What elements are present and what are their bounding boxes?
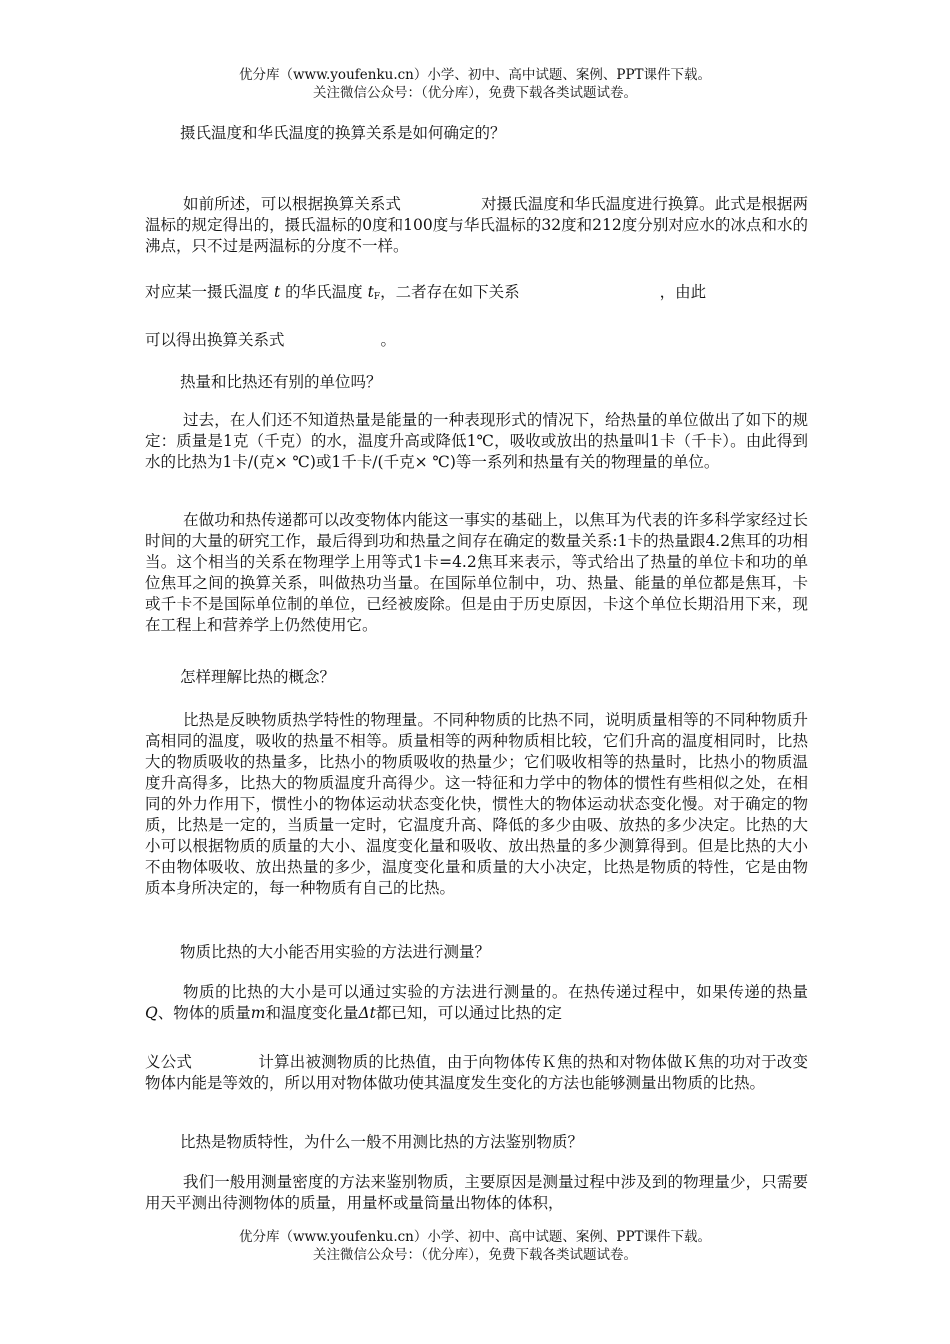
- paragraph-conversion: 可以得出换算关系式 。: [145, 331, 397, 349]
- header-line-2: 关注微信公众号：（优分库），免费下载各类试题试卷。: [313, 85, 637, 101]
- question-1: 摄氏温度和华氏温度的换算关系是如何确定的？: [180, 124, 506, 142]
- paragraph-calorie-units: 过去，在人们还不知道热量是能量的一种表现形式的情况下，给热量的单位做出了如下的规定：质量是1克（千克）的水，温度升高或降低1℃，吸收或放出的热量叫1卡（千卡）。由此得到水的比热为1卡/(克× ℃)或1千卡/(千克× ℃)等一系列和热量有关的物理量的单位。: [145, 411, 808, 471]
- page-header: [0, 66, 950, 102]
- page-footer: [0, 1228, 950, 1264]
- paragraph-joule-equivalent: 在做功和热传递都可以改变物体内能这一事实的基础上，以焦耳为代表的许多科学家经过长时间的大量的研究工作，最后得到功和热量之间存在确定的数量关系:1卡的热量跟4.2焦耳的功相当。这个相当的关系在物理学上用等式1卡=4.2焦耳来表示，等式给出了热量的单位卡和功的单位焦耳之间的换算关系，叫做热功当量。在国际单位制中，功、热量、能量的单位都是焦耳，卡或千卡不是国际单位制的单位，已经被废除。但是由于历史原因，卡这个单位长期沿用下来，现在工程上和营养学上仍然使用它。: [145, 511, 808, 634]
- paragraph-relation: 对应某一摄氏温度 t 的华氏温度 $t_F$，二者存在如下关系 ，由此: [145, 283, 707, 302]
- footer-line-2: 关注微信公众号：（优分库），免费下载各类试题试卷。: [313, 1247, 637, 1263]
- paragraph-measurement: 物质的比热的大小是可以通过实验的方法进行测量的。在热传递过程中，如果传递的热量Q、物体的质量m和温度变化量Δt都已知，可以通过比热的定: [145, 983, 808, 1022]
- footer-line-1: 优分库（www.youfenku.cn）小学、初中、高中试题、案例、PPT课件下载。: [238, 1229, 712, 1245]
- question-3: 怎样理解比热的概念？: [180, 668, 336, 686]
- question-5: 比热是物质特性，为什么一般不用测比热的方法鉴别物质？: [180, 1133, 584, 1151]
- paragraph-specific-heat-concept: 比热是反映物质热学特性的物理量。不同种物质的比热不同，说明质量相等的不同种物质升高相同的温度，吸收的热量不相等。质量相等的两种物质相比较，它们升高的温度相同时，比热大的物质吸收的热量多，比热小的物质吸收的热量少；它们吸收相等的热量时，比热小的物质温度升高得多，比热大的物质温度升高得少。这一特征和力学中的物体的惯性有些相似之处，在相同的外力作用下，惯性小的物体运动状态变化快，惯性大的物体运动状态变化慢。对于确定的物质，比热是一定的，当质量一定时，它温度升高、降低的多少由吸、放热的多少决定。比热的大小可以根据物质的质量的大小、温度变化量和吸收、放出热量的多少测算得到。但是比热的大小不由物体吸收、放出热量的多少，温度变化量和质量的大小决定，比热是物质的特性，它是由物质本身所决定的，每一种物质有自己的比热。: [145, 711, 808, 897]
- question-4: 物质比热的大小能否用实验的方法进行测量？: [180, 943, 491, 961]
- question-2: 热量和比热还有别的单位吗？: [180, 373, 382, 391]
- header-line-1: 优分库（www.youfenku.cn）小学、初中、高中试题、案例、PPT课件下载。: [238, 67, 712, 83]
- paragraph-formula-intro: 如前所述，可以根据换算关系式 对摄氏温度和华氏温度进行换算。此式是根据两温标的规定得出的，摄氏温标的0度和100度与华氏温标的32度和212度分别对应水的冰点和水的沸点，只不过是两温标的分度不一样。: [145, 195, 808, 255]
- paragraph-density-method: 我们一般用测量密度的方法来鉴别物质，主要原因是测量过程中涉及到的物理量少，只需要用天平测出待测物体的质量，用量杯或量筒量出物体的体积，: [145, 1173, 808, 1212]
- paragraph-definition-formula: 义公式 计算出被测物质的比热值，由于向物体传Ｋ焦的热和对物体做Ｋ焦的功对于改变物体内能是等效的，所以用对物体做功使其温度发生变化的方法也能够测量出物质的比热。: [145, 1053, 808, 1092]
